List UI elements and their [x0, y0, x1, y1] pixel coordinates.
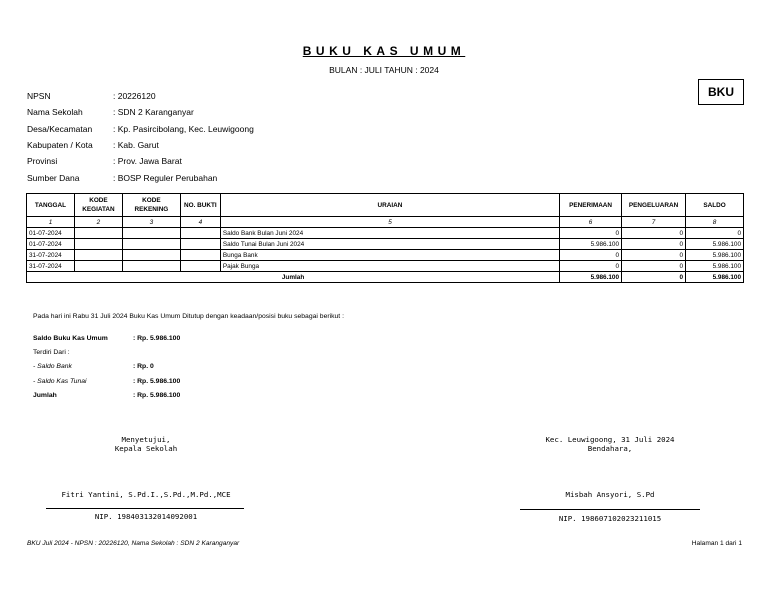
column-number: 5: [220, 217, 559, 228]
column-header: TANGGAL: [27, 194, 75, 217]
bku-badge: BKU: [698, 79, 744, 105]
page-number: Halaman 1 dari 1: [691, 540, 742, 547]
column-number: 7: [622, 217, 686, 228]
info-row-province: Provinsi : Prov. Jawa Barat: [27, 156, 182, 167]
column-header: KODE REKENING: [122, 194, 180, 217]
treasurer-title: Kec. Leuwigoong, 31 Juli 2024 Bendahara,: [545, 435, 675, 453]
school-info: [27, 88, 254, 186]
headmaster-name: Fitri Yantini, S.Pd.I.,S.Pd.,M.Pd.,MCE: [61, 490, 231, 499]
info-row-regency: Kabupaten / Kota : Kab. Garut: [27, 140, 159, 151]
table-row: 31-07-2024 Bunga Bank 0 0 5.986.100: [27, 250, 744, 261]
info-row-fund-source: Sumber Dana : BOSP Reguler Perubahan: [27, 172, 218, 183]
document-period: BULAN : JULI TAHUN : 2024: [329, 65, 439, 75]
column-number: 2: [74, 217, 122, 228]
table-header-row: [27, 194, 744, 217]
table-total-row: [27, 272, 744, 283]
table-row: 01-07-2024 Saldo Bank Bulan Juni 2024 0 0 0: [27, 228, 744, 239]
summary-row-terdiri: Terdiri Dari :: [33, 348, 70, 356]
balance-summary: [33, 331, 180, 402]
document-title: BUKU KAS UMUM: [302, 44, 466, 58]
column-number-row: [27, 217, 744, 228]
column-number: 3: [122, 217, 180, 228]
page-footer-info: BKU Juli 2024 - NPSN : 20226120, Nama Sekolah : SDN 2 Karanganyar: [27, 540, 240, 547]
column-header: NO. BUKTI: [180, 194, 220, 217]
total-penerimaan: 5.986.100: [560, 272, 622, 283]
column-number: 8: [686, 217, 744, 228]
total-saldo: 5.986.100: [686, 272, 744, 283]
signature-line-left: [46, 508, 244, 509]
column-header: PENERIMAAN: [560, 194, 622, 217]
summary-row-tunai: - Saldo Kas Tunai : Rp. 5.986.100: [33, 377, 181, 385]
total-pengeluaran: 0: [622, 272, 686, 283]
column-header: KODE KEGIATAN: [74, 194, 122, 217]
column-number: 1: [27, 217, 75, 228]
info-row-school-name: Nama Sekolah : SDN 2 Karanganyar: [27, 107, 194, 118]
column-header: PENGELUARAN: [622, 194, 686, 217]
info-row-village: Desa/Kecamatan : Kp. Pasircibolang, Kec. Leuwigoong: [27, 123, 254, 134]
approval-title: Menyetujui, Kepala Sekolah: [114, 435, 178, 453]
column-number: 6: [560, 217, 622, 228]
total-label: Jumlah: [27, 272, 560, 283]
closing-statement: Pada hari ini Rabu 31 Juli 2024 Buku Kas Umum Ditutup dengan keadaan/posisi buku sebagai berikut :: [33, 313, 344, 320]
column-number: 4: [180, 217, 220, 228]
summary-row-bank: - Saldo Bank : Rp. 0: [33, 363, 154, 371]
ledger-table: [26, 193, 744, 283]
table-row: 31-07-2024 Pajak Bunga 0 0 5.986.100: [27, 261, 744, 272]
summary-row-saldo: Saldo Buku Kas Umum : Rp. 5.986.100: [33, 334, 181, 342]
signature-line-right: [520, 509, 700, 510]
column-header: URAIAN: [220, 194, 559, 217]
summary-row-jumlah: Jumlah : Rp. 5.986.100: [33, 391, 181, 399]
info-row-npsn: NPSN : 20226120: [27, 91, 156, 102]
treasurer-name: Misbah Ansyori, S.Pd: [565, 490, 655, 499]
table-row: 01-07-2024 Saldo Tunai Bulan Juni 2024 5.986.100 0 5.986.100: [27, 239, 744, 250]
column-header: SALDO: [686, 194, 744, 217]
headmaster-nip: NIP. 198403132014092001: [94, 512, 198, 521]
treasurer-nip: NIP. 198607102023211015: [558, 514, 662, 523]
